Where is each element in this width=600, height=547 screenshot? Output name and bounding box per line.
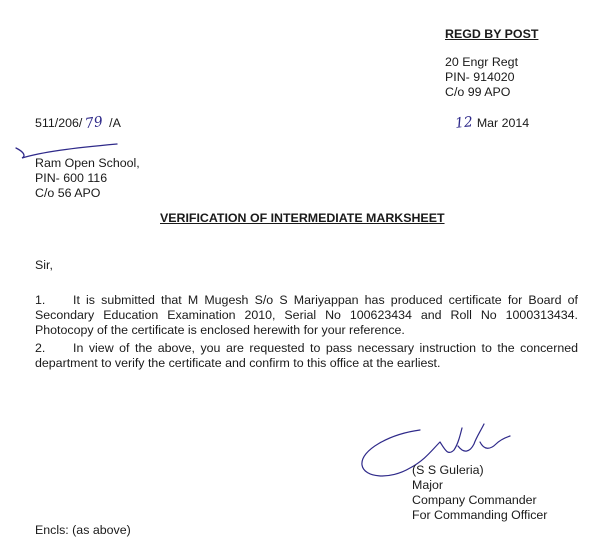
sender-address-line-3: C/o 99 APO [445, 85, 511, 99]
recipient-address-line-3: C/o 56 APO [35, 186, 101, 200]
signatory-rank: Major [412, 478, 443, 492]
paragraph-2-text: In view of the above, you are requested to pass necessary instruction to the concerned department to verify the certificate and confirm to this office at the earliest. [35, 341, 578, 370]
sender-address-line-2: PIN- 914020 [445, 70, 515, 84]
sender-address-line-1: 20 Engr Regt [445, 55, 519, 69]
recipient-address-line-1: Ram Open School, [35, 156, 140, 170]
enclosure-note: Encls: (as above) [35, 523, 131, 537]
paragraph-2 [35, 341, 578, 371]
signatory-name: (S S Guleria) [412, 463, 484, 477]
signatory-on-behalf: For Commanding Officer [412, 508, 548, 522]
reference-number [35, 115, 121, 131]
recipient-address-line-2: PIN- 600 116 [35, 171, 108, 185]
reference-suffix: /A [109, 116, 121, 130]
signature-block [412, 463, 547, 523]
registration-label: REGD BY POST [445, 27, 539, 41]
sender-address [445, 55, 518, 100]
letter-date [455, 115, 529, 131]
date-handwritten-day: 12 [454, 114, 474, 132]
recipient-address [35, 156, 140, 201]
paragraph-1-text: It is submitted that M Mugesh S/o S Mariyappan has produced certificate for Board of Secondary Education Examination 2010, Serial No 100623434 and Roll No 1000313434. Photocopy of the certificate is enclosed herewith for your reference. [35, 293, 578, 337]
paragraph-2-number: 2. [35, 341, 46, 355]
paragraph-1 [35, 293, 578, 338]
letter-subject: VERIFICATION OF INTERMEDIATE MARKSHEET [160, 211, 445, 225]
signatory-appointment: Company Commander [412, 493, 537, 507]
reference-handwritten-number: 79 [84, 113, 105, 133]
salutation: Sir, [35, 258, 53, 272]
paragraph-1-number: 1. [35, 293, 46, 307]
reference-prefix: 511/206/ [35, 116, 83, 130]
date-printed: Mar 2014 [476, 116, 530, 130]
